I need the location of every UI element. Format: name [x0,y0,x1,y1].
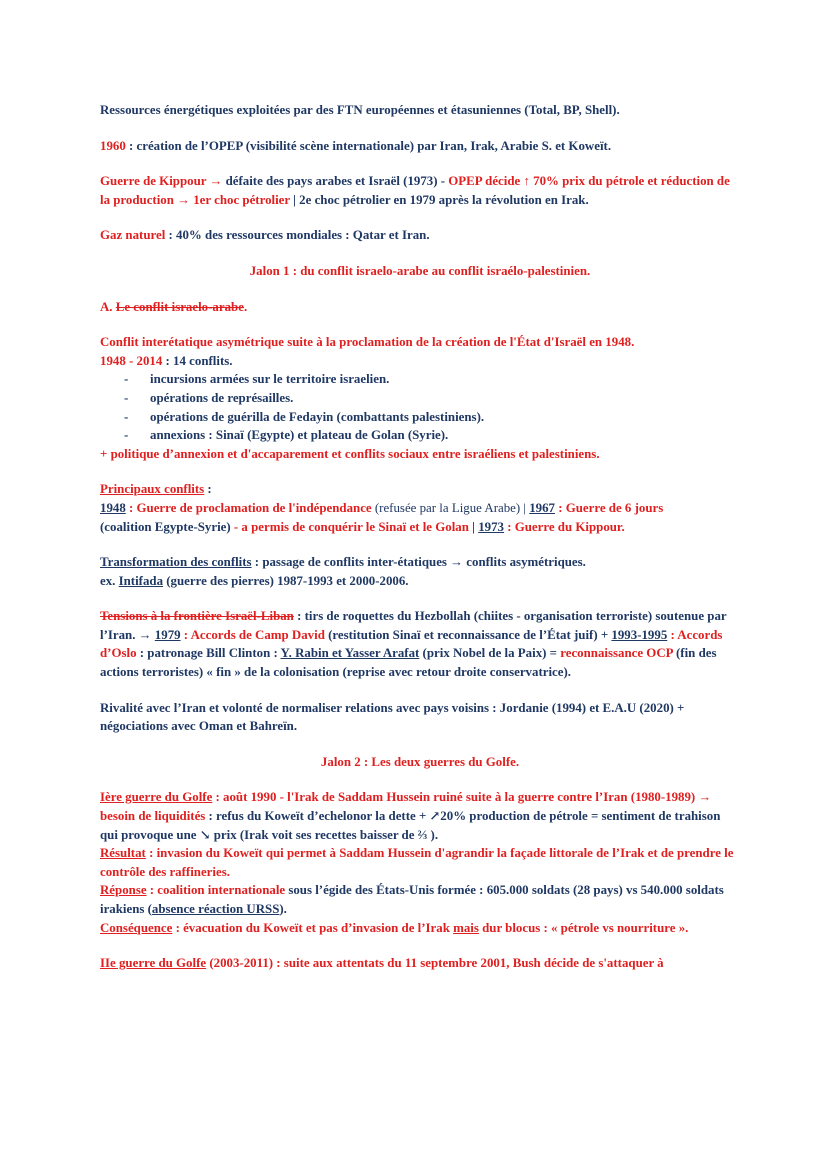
paragraph-golfe1: Ière guerre du Golfe : août 1990 - l'Irak de Saddam Hussein ruiné suite à la guerre contre l’Iran (1980-1989) → besoin de liquidités : refus du Koweït d’echelonor la dette + ↗20% production de pétrole = sentiment de trahison qui provoque une ↘ prix (Irak voit ses recettes baisser de ⅔ ). [100,790,721,842]
paragraph-gaz: Gaz naturel : 40% des ressources mondiales : Qatar et Iran. [100,228,430,243]
paragraph-tensions: Tensions à la frontière Israël-Liban : tirs de roquettes du Hezbollah (chiites - organisation terroriste) soutenue par l’Iran. → 1979 : Accords de Camp David (restitution Sinaï et reconnaissance de l’État juif) + 1993-1995 : Accords d’Oslo : patronage Bill Clinton : Y. Rabin et Yasser Arafat (prix Nobel de la Paix) = reconnaissance OCP (fin des actions terroristes) « fin » de la colonisation (reprise avec retour droite conservatrice). [100,609,727,680]
jalon2-title: Jalon 2 : Les deux guerres du Golfe. [320,754,520,769]
paragraph-resultat: Résultat : invasion du Koweït qui permet à Saddam Hussein d'agrandir la façade littorale de l’Irak et de prendre le contrôle des raffineries. [100,846,734,879]
paragraph-principaux: 1948 : Guerre de proclamation de l'indépendance (refusée par la Ligue Arabe) | 1967 : Guerre de 6 jours (coalition Egypte-Syrie) - a permis de conquérir le Sinaï et le Golan | 1973 : Guerre du Kippour. [100,500,664,534]
paragraph-politique: + politique d’annexion et d'accaparement et conflits sociaux entre israéliens et palestiniens. [100,446,600,461]
document-body [100,101,740,973]
paragraph-kippour: Guerre de Kippour → défaite des pays arabes et Israël (1973) - OPEP décide ↑ 70% prix du pétrole et réduction de la production → 1er choc pétrolier | 2e choc pétrolier en 1979 après la révolution en Irak. [100,174,730,207]
paragraph-golfe2: IIe guerre du Golfe (2003-2011) : suite aux attentats du 11 septembre 2001, Bush décide de s'attaquer à [100,956,664,971]
section-a-heading: A. Le conflit israelo-arabe. [100,299,248,314]
paragraph-opep: 1960 : création de l’OPEP (visibilité scène internationale) par Iran, Irak, Arabie S. et Koweït. [100,138,612,153]
list-item: - annexions : Sinaï (Egypte) et plateau de Golan (Syrie). [124,426,740,445]
list-item: - opérations de représailles. [124,389,740,408]
year-1960: 1960 [100,138,126,153]
paragraph-consequence: Conséquence : évacuation du Koweït et pas d’invasion de l’Irak mais dur blocus : « pétrole vs nourriture ». [100,920,689,935]
list-item: - opérations de guérilla de Fedayin (combattants palestiniens). [124,408,740,427]
paragraph-transformation: Transformation des conflits : passage de conflits inter-étatiques → conflits asymétriques. ex. Intifada (guerre des pierres) 1987-1993 et 2000-2006. [100,555,586,588]
paragraph-principaux-label: Principaux conflits : [100,482,212,497]
paragraph-range: 1948 - 2014 : 14 conflits. [100,353,233,368]
conflict-list [100,370,740,444]
paragraph-conflit-intro: Conflit interétatique asymétrique suite à la proclamation de la création de l'État d'Israël en 1948. [100,335,635,350]
paragraph-ressources: Ressources énergétiques exploitées par des FTN européennes et étasuniennes (Total, BP, Shell). [100,103,620,117]
paragraph-reponse: Réponse : coalition internationale sous l’égide des États-Unis formée : 605.000 soldats (28 pays) vs 540.000 soldats irakiens (absence réaction URSS). [100,883,724,916]
list-item: - incursions armées sur le territoire israelien. [124,370,740,389]
paragraph-rivalite: Rivalité avec l’Iran et volonté de normaliser relations avec pays voisins : Jordanie (1994) et E.A.U (2020) + négociations avec Oman et Bahreïn. [100,700,685,734]
jalon1-title: Jalon 1 : du conflit israelo-arabe au conflit israélo-palestinien. [249,263,591,278]
